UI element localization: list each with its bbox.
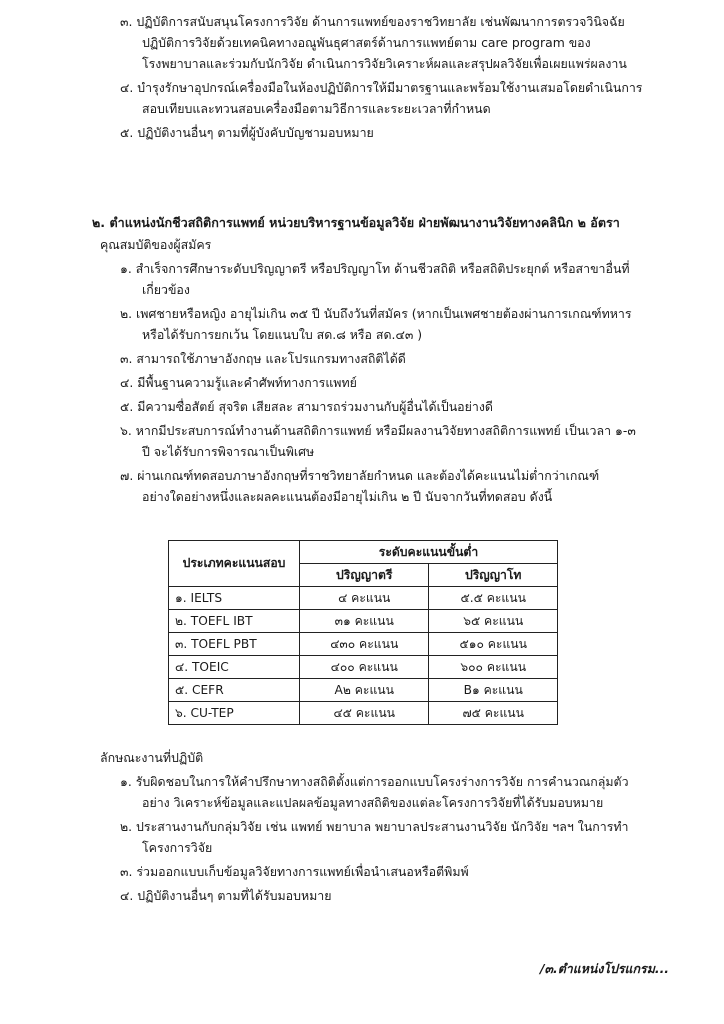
master-score-cell: ๖๕ คะแนน <box>429 610 558 633</box>
table-row <box>169 633 558 656</box>
bachelor-score-cell: ๓๑ คะแนน <box>300 610 429 633</box>
continuation-note: /๓.ตำแหน่งโปรแกรม... <box>540 961 669 976</box>
qual-3-line-1: ๓. สามารถใช้ภาษาอังกฤษ และโปรแกรมทางสถิติได้ดี <box>120 351 406 366</box>
duty-1-line-2: อย่าง วิเคราะห์ข้อมูลและแปลผลข้อมูลทางสถิติของแต่ละโครงการวิจัยที่ได้รับมอบหมาย <box>142 795 604 810</box>
english-score-table <box>168 540 558 725</box>
score-type-cell: ๔. TOEIC <box>169 656 300 679</box>
qual-2-line-2: หรือได้รับการยกเว้น โดยแนบใบ สด.๘ หรือ สด.๔๓ ) <box>142 327 423 342</box>
master-score-cell: ๕๑๐ คะแนน <box>429 633 558 656</box>
item-4-line-1: ๔. บำรุงรักษาอุปกรณ์เครื่องมือในห้องปฏิบัติการให้มีมาตรฐานและพร้อมใช้งานเสมอโดยดำเนินการ <box>120 80 643 95</box>
table-row <box>169 610 558 633</box>
qual-1-line-1: ๑. สำเร็จการศึกษาระดับปริญญาตรี หรือปริญญาโท ด้านชีวสถิติ หรือสถิติประยุกต์ หรือสาขาอื่นที่ <box>120 261 630 276</box>
header-min-score: ระดับคะแนนขั้นต่ำ <box>300 541 558 564</box>
table-row <box>169 587 558 610</box>
bachelor-score-cell: ๔๕ คะแนน <box>300 702 429 725</box>
duty-4-line-1: ๔. ปฏิบัติงานอื่นๆ ตามที่ได้รับมอบหมาย <box>120 888 332 903</box>
header-master: ปริญญาโท <box>429 564 558 587</box>
bachelor-score-cell: A๒ คะแนน <box>300 679 429 702</box>
duty-1-line-1: ๑. รับผิดชอบในการให้คำปรึกษาทางสถิติตั้งแต่การออกแบบโครงร่างการวิจัย การคำนวณกลุ่มตัว <box>120 774 629 789</box>
item-3-line-1: ๓. ปฏิบัติการสนับสนุนโครงการวิจัย ด้านการแพทย์ของราชวิทยาลัย เช่นพัฒนาการตรวจวินิจฉัย <box>120 14 625 29</box>
score-type-cell: ๖. CU-TEP <box>169 702 300 725</box>
table-row <box>169 679 558 702</box>
qual-5-line-1: ๕. มีความซื่อสัตย์ สุจริต เสียสละ สามารถร่วมงานกับผู้อื่นได้เป็นอย่างดี <box>120 399 493 414</box>
duty-2-line-2: โครงการวิจัย <box>142 840 213 855</box>
master-score-cell: ๖๐๐ คะแนน <box>429 656 558 679</box>
duty-2-line-1: ๒. ประสานงานกับกลุ่มวิจัย เช่น แพทย์ พยาบาล พยาบาลประสานงานวิจัย นักวิจัย ฯลฯ ในการทำ <box>120 819 629 834</box>
bachelor-score-cell: ๔๐๐ คะแนน <box>300 656 429 679</box>
master-score-cell: ๗๕ คะแนน <box>429 702 558 725</box>
section-2-heading: ๒. ตำแหน่งนักชีวสถิติการแพทย์ หน่วยบริหารฐานข้อมูลวิจัย ฝ่ายพัฒนางานวิจัยทางคลินิก ๒ อัตรา <box>92 215 620 230</box>
qual-6-line-2: ปี จะได้รับการพิจารณาเป็นพิเศษ <box>142 444 315 459</box>
score-type-cell: ๕. CEFR <box>169 679 300 702</box>
qual-2-line-1: ๒. เพศชายหรือหญิง อายุไม่เกิน ๓๕ ปี นับถึงวันที่สมัคร (หากเป็นเพศชายต้องผ่านการเกณฑ์ทหาร <box>120 306 632 321</box>
qual-4-line-1: ๔. มีพื้นฐานความรู้และคำศัพท์ทางการแพทย์ <box>120 375 357 390</box>
item-3-line-2: ปฏิบัติการวิจัยด้วยเทคนิคทางอณูพันธุศาสตร์ด้านการแพทย์ตาม care program ของ <box>142 35 591 50</box>
score-type-cell: ๓. TOEFL PBT <box>169 633 300 656</box>
item-4-line-2: สอบเทียบและทวนสอบเครื่องมือตามวิธีการและระยะเวลาที่กำหนด <box>142 101 491 116</box>
score-type-cell: ๑. IELTS <box>169 587 300 610</box>
bachelor-score-cell: ๔๓๐ คะแนน <box>300 633 429 656</box>
table-row <box>169 656 558 679</box>
qual-1-line-2: เกี่ยวข้อง <box>142 282 190 297</box>
qualifications-label: คุณสมบัติของผู้สมัคร <box>100 237 212 252</box>
duty-3-line-1: ๓. ร่วมออกแบบเก็บข้อมูลวิจัยทางการแพทย์เพื่อนำเสนอหรือตีพิมพ์ <box>120 864 469 879</box>
score-type-cell: ๒. TOEFL IBT <box>169 610 300 633</box>
qual-7-line-2: อย่างใดอย่างหนึ่งและผลคะแนนต้องมีอายุไม่เกิน ๒ ปี นับจากวันที่ทดสอบ ดังนี้ <box>142 489 553 504</box>
header-bachelor: ปริญญาตรี <box>300 564 429 587</box>
table-row <box>169 702 558 725</box>
master-score-cell: ๕.๕ คะแนน <box>429 587 558 610</box>
master-score-cell: B๑ คะแนน <box>429 679 558 702</box>
item-5-line-1: ๕. ปฏิบัติงานอื่นๆ ตามที่ผู้บังคับบัญชามอบหมาย <box>120 125 374 140</box>
qual-7-line-1: ๗. ผ่านเกณฑ์ทดสอบภาษาอังกฤษที่ราชวิทยาลัยกำหนด และต้องได้คะแนนไม่ต่ำกว่าเกณฑ์ <box>120 468 600 483</box>
header-score-type: ประเภทคะแนนสอบ <box>169 541 300 587</box>
item-3-line-3: โรงพยาบาลและร่วมกับนักวิจัย ดำเนินการวิจัยวิเคราะห์ผลและสรุปผลวิจัยเพื่อเผยแพร่ผลงาน <box>142 56 627 71</box>
qual-6-line-1: ๖. หากมีประสบการณ์ทำงานด้านสถิติการแพทย์ หรือมีผลงานวิจัยทางสถิติการแพทย์ เป็นเวลา ๑-๓ <box>120 423 636 438</box>
duties-label: ลักษณะงานที่ปฏิบัติ <box>100 750 204 765</box>
bachelor-score-cell: ๔ คะแนน <box>300 587 429 610</box>
